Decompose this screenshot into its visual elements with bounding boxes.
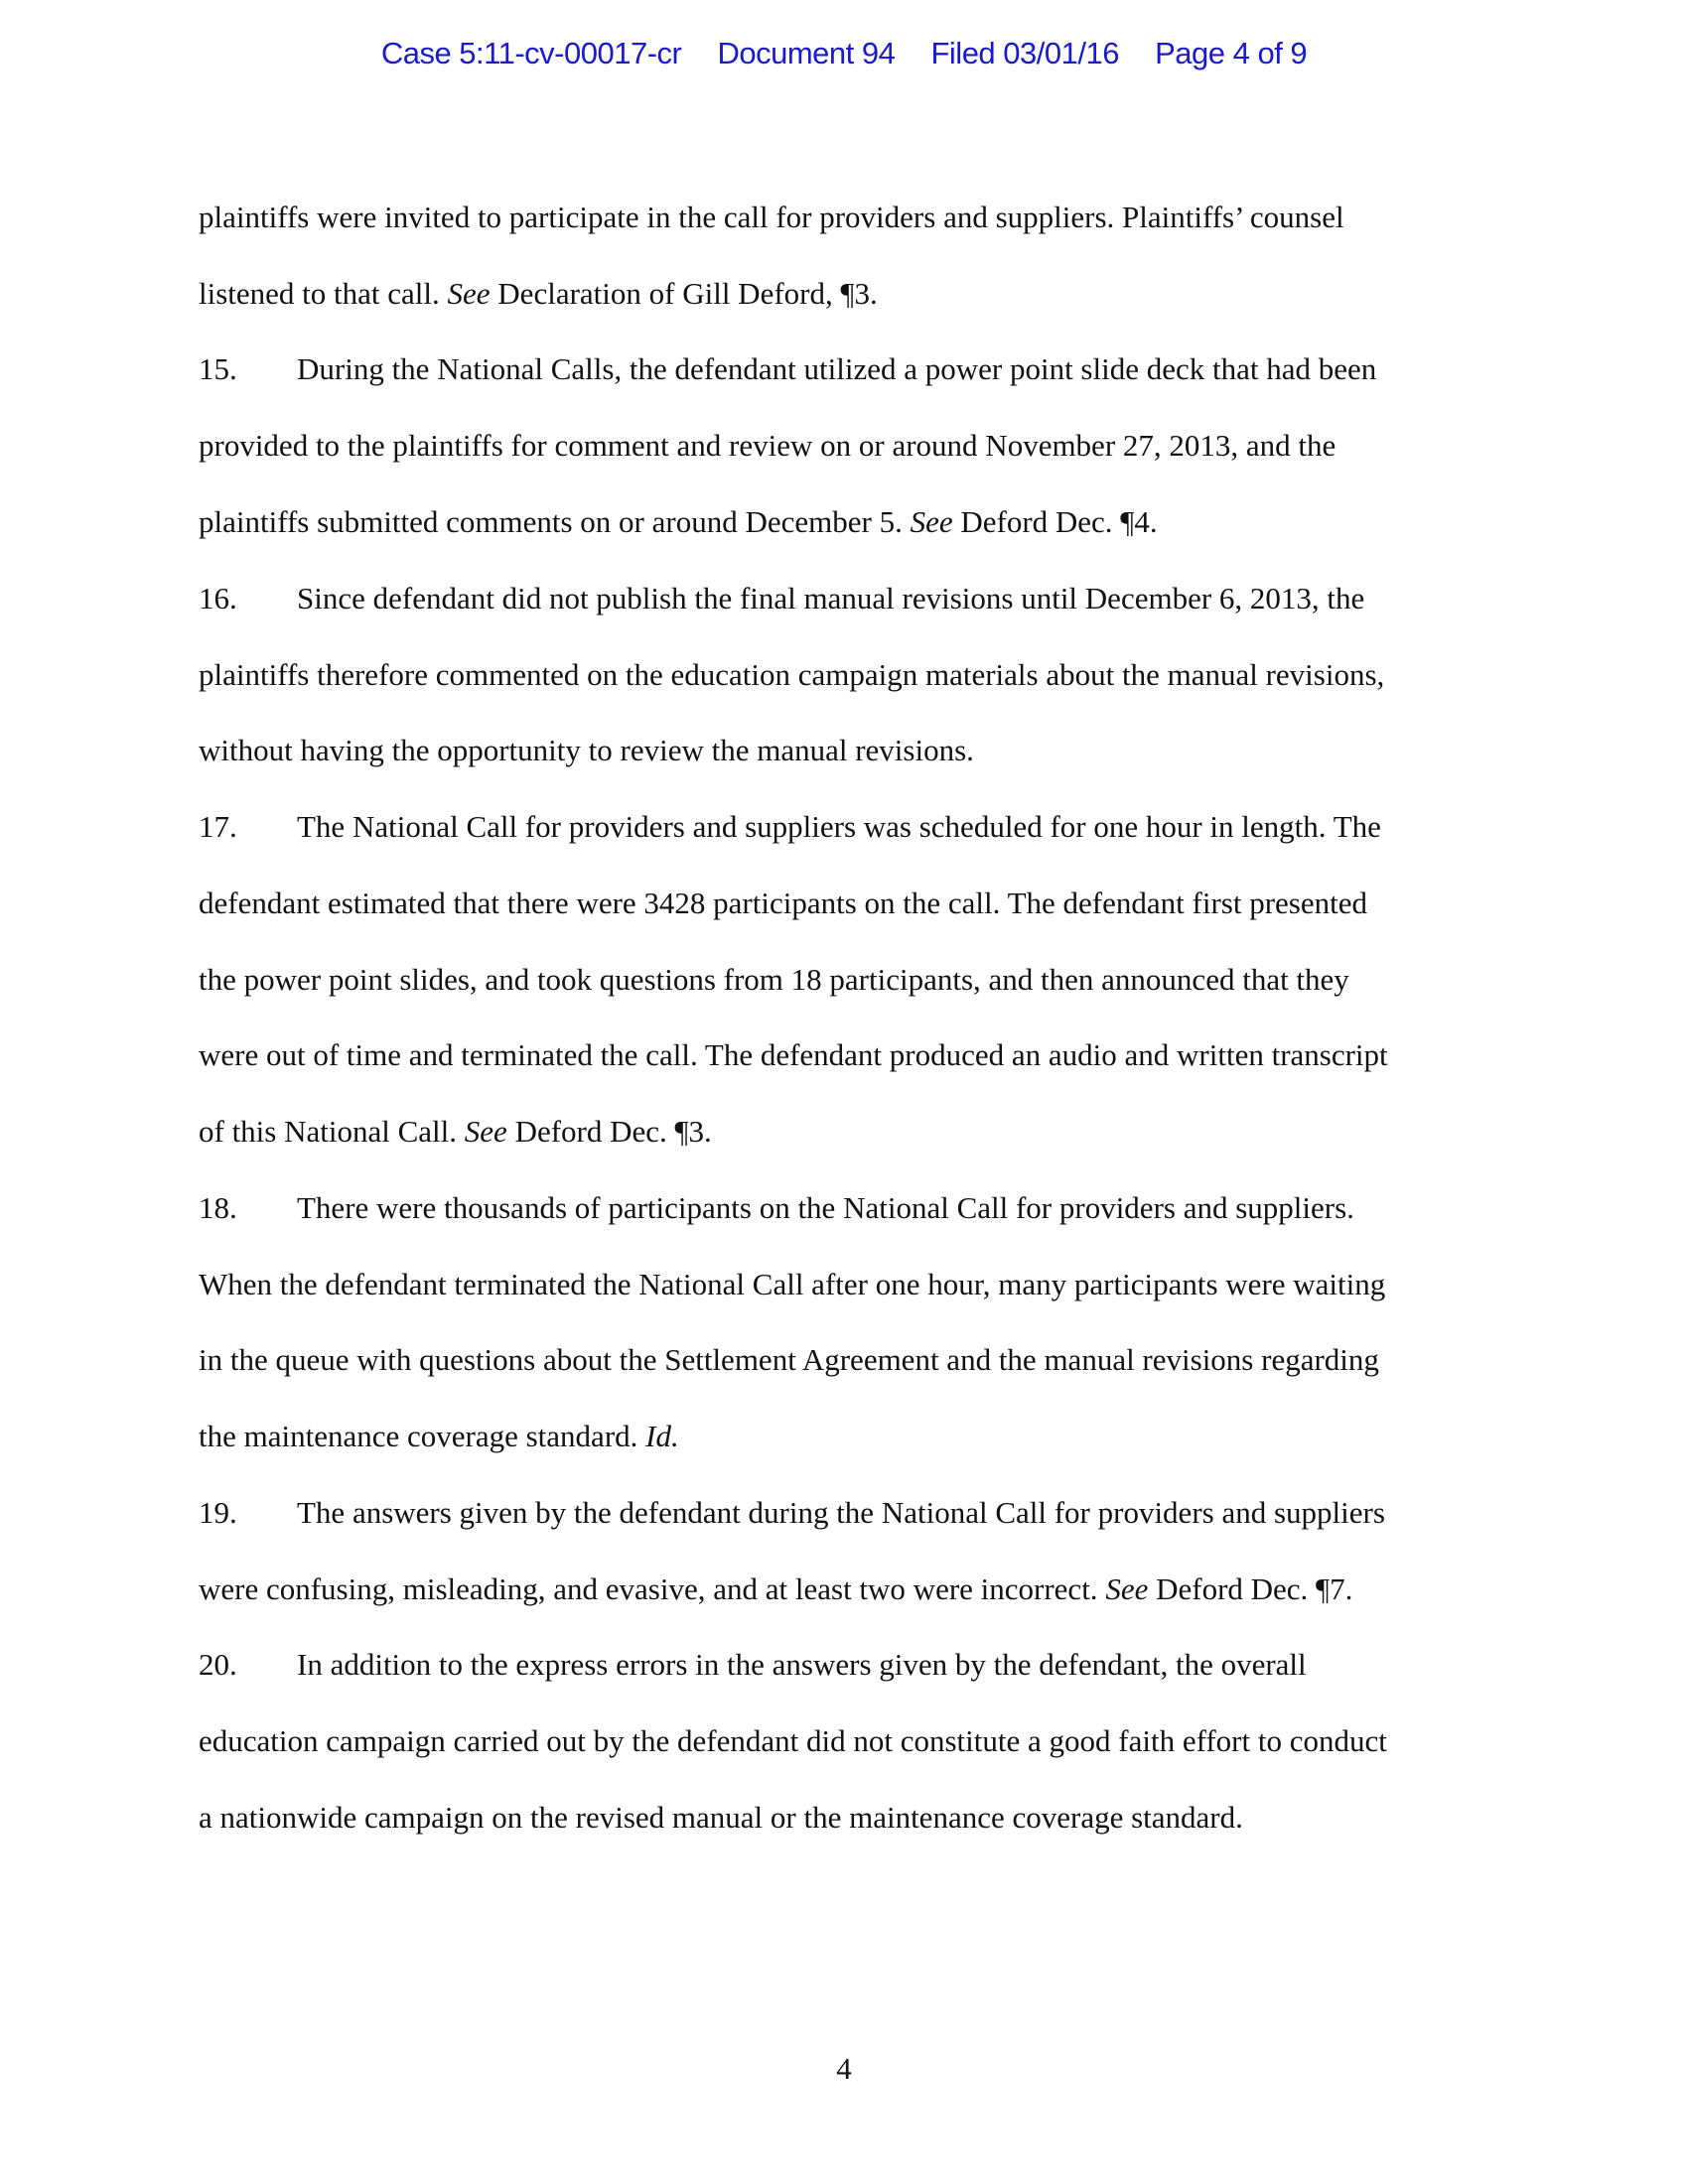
page-indicator: Page 4 of 9 <box>1155 36 1308 70</box>
document-number: Document 94 <box>717 36 896 70</box>
paragraph-line: the power point slides, and took questions from 18 participants, and then announced that they <box>199 962 1349 997</box>
filed-date: Filed 03/01/16 <box>930 36 1119 70</box>
paragraph-line: defendant estimated that there were 3428 participants on the call. The defendant first presented <box>199 886 1367 920</box>
document-page: Case 5:11-cv-00017-cr Document 94 Filed 03/01/16 Page 4 of 9 plaintiffs were invited to participate in the call for providers and suppliers. Plaintiffs’ counsel listened to that call. See Declaration of Gill Deford, ¶3. 15. During the National Calls, the defendant utilized a power point slide deck that had been provided to the plaintiffs for comment and review on or around November 27, 2013, and the plaintiffs submitted comments on or around December 5. See Deford Dec. ¶4. 16. Since defendant did not publish the final manual revisions until December 6, 2013, the plaintiffs therefore commented on the education campaign materials about the manual revisions, without having the opportunity to review the manual revisions. 17. The National Call for providers and suppliers was scheduled for one hour in length. The defendant estimated that there were 3428 participants on the call. The defendant first presented the power point slides, and took questions from 18 participants, and then announced that they were out of time and terminated the call. The defendant produced an audio and written transcript of this National Call. See Deford Dec. ¶3. 18. There were thousands of participants on the National Call for providers and suppliers. When the defendant terminated the National Call after one hour, many participants were waiting in the queue with questions about the Settlement Agreement and the manual revisions regarding the maintenance coverage standard. Id. 19. The answers given by the defendant during the National Call for providers and suppliers were confusing, misleading, and evasive, and at least two were incorrect. See Deford Dec. ¶7. 20. In addition to the express errors in the answers given by the defendant, the overall education campaign carried out by the defendant did not constitute a good faith effort to conduct a nationwide campaign on the revised manual or the maintenance coverage standard. 4 <box>0 0 1688 2184</box>
paragraph-line: provided to the plaintiffs for comment and review on or around November 27, 2013, and the <box>199 428 1336 463</box>
paragraph-line: plaintiffs therefore commented on the education campaign materials about the manual revisions, <box>199 657 1385 692</box>
paragraph-line: When the defendant terminated the National Call after one hour, many participants were waiting <box>199 1267 1386 1301</box>
paragraph-line: were out of time and terminated the call. The defendant produced an audio and written transcript <box>199 1037 1388 1072</box>
paragraph-line: listened to that call. See Declaration of Gill Deford, ¶3. <box>199 276 878 311</box>
paragraph-number: 17. <box>199 809 237 844</box>
paragraph-line: plaintiffs submitted comments on or around December 5. See Deford Dec. ¶4. <box>199 504 1158 539</box>
citation-signal: See <box>464 1114 507 1149</box>
case-number: Case 5:11-cv-00017-cr <box>380 36 682 70</box>
citation-signal: Id. <box>645 1419 679 1453</box>
citation-signal: See <box>910 504 953 539</box>
paragraph-number: 20. <box>199 1647 237 1682</box>
page-number: 4 <box>836 2051 852 2086</box>
paragraph-line: were confusing, misleading, and evasive, and at least two were incorrect. See Deford Dec. ¶7. <box>199 1571 1353 1606</box>
paragraph-line: the maintenance coverage standard. Id. <box>199 1419 679 1453</box>
citation-signal: See <box>447 276 491 311</box>
paragraph-line: education campaign carried out by the defendant did not constitute a good faith effort to conduct <box>199 1723 1387 1758</box>
ecf-header <box>0 36 1688 71</box>
paragraph-line: of this National Call. See Deford Dec. ¶3. <box>199 1114 712 1149</box>
paragraph-line: in the queue with questions about the Settlement Agreement and the manual revisions regarding <box>199 1342 1379 1377</box>
paragraph-number: 16. <box>199 581 237 615</box>
paragraph-number: 18. <box>199 1190 237 1225</box>
paragraph-line: a nationwide campaign on the revised manual or the maintenance coverage standard. <box>199 1800 1243 1835</box>
citation-signal: See <box>1105 1571 1149 1606</box>
paragraph-number: 15. <box>199 351 237 386</box>
paragraph-line: plaintiffs were invited to participate in the call for providers and suppliers. Plaintiffs’ counsel <box>199 200 1344 234</box>
paragraph-number: 19. <box>199 1495 237 1530</box>
paragraph-line: without having the opportunity to review the manual revisions. <box>199 733 974 767</box>
